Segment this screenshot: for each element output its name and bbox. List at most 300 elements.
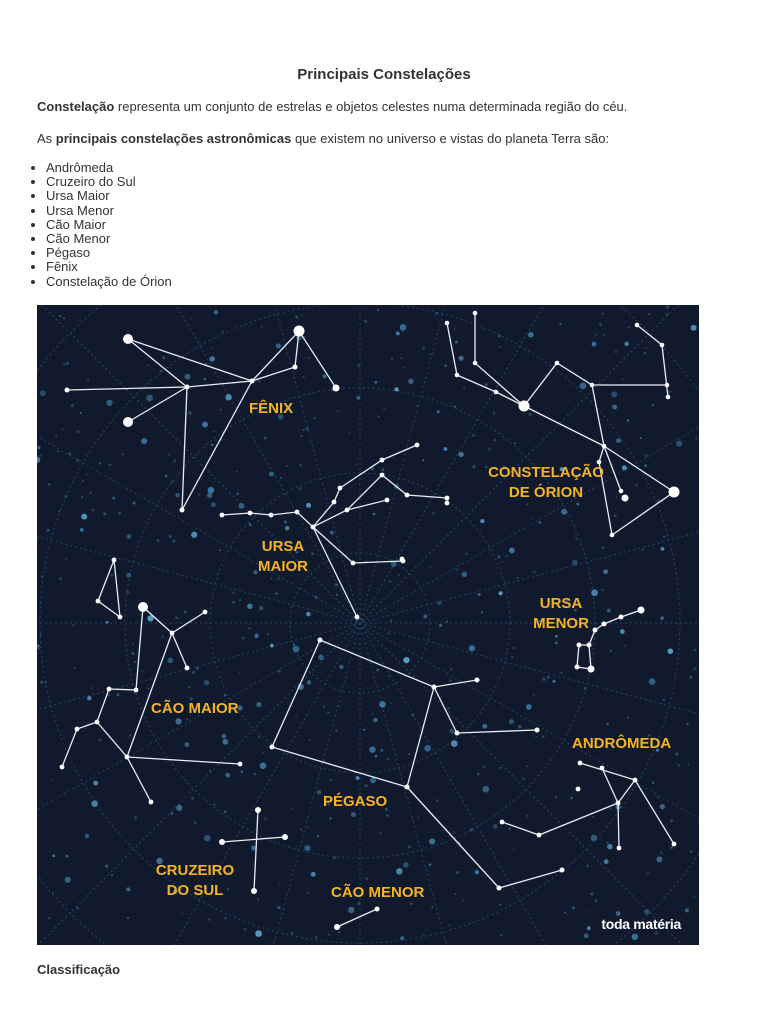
background-star [327,711,329,713]
background-star [387,758,390,761]
background-star [271,578,273,580]
background-star [103,512,106,515]
background-star [303,376,305,378]
background-star [99,462,101,464]
background-star [191,319,193,321]
background-star [662,698,665,701]
background-star [584,933,589,938]
background-star [99,739,102,742]
background-star [594,899,597,902]
background-star [444,364,447,367]
background-star [500,934,503,937]
background-star [91,800,98,807]
background-star [126,887,130,891]
cao-maior-star [107,687,112,692]
cruzeiro-star [251,888,257,894]
background-star [93,781,98,786]
background-star [73,624,75,626]
ursa-maior-star [311,525,316,530]
background-star [264,437,267,440]
background-star [591,835,597,841]
background-star [259,606,263,610]
ursa-maior-star [400,557,405,562]
background-star [263,751,265,753]
background-star [686,722,689,725]
background-star [374,381,377,384]
background-star [422,459,424,461]
background-star [373,513,376,516]
background-star [293,644,295,646]
list-intro-bold: principais constelações astronômicas [55,131,292,146]
background-star [538,521,541,524]
label-ursa-maior-line1: URSA [261,538,305,555]
background-star [642,549,644,551]
toda-materia-logo: toda matéria [601,916,681,932]
background-star [296,714,298,716]
background-star [552,680,555,683]
background-star [323,705,326,708]
ursa-maior-star [351,561,356,566]
background-star [202,422,208,428]
background-star [242,637,245,640]
background-star [148,688,150,690]
background-star [239,599,241,601]
background-star [110,574,113,577]
ursa-maior-star [405,493,410,498]
background-star [652,404,655,407]
background-star [377,309,379,311]
background-star [41,575,43,577]
background-star [81,514,87,520]
background-star [126,573,131,578]
background-star [454,328,456,330]
background-star [482,724,487,729]
fenix-star [65,388,70,393]
background-star [402,330,404,332]
background-star [611,391,617,397]
fenix-star [250,379,255,384]
background-star [526,765,528,767]
background-star [175,616,178,619]
list-item: • Cão Menor [46,232,172,246]
background-star [373,718,377,722]
background-star [222,734,227,739]
background-star [257,380,260,383]
background-star [493,824,498,829]
orion-star [445,321,450,326]
background-star [209,770,211,772]
label-andromeda: ANDRÔMEDA [572,735,672,752]
background-star [666,313,669,316]
background-star [251,846,256,851]
background-star [267,633,269,635]
background-star [338,706,340,708]
background-star [65,877,71,883]
background-star [660,852,663,855]
background-star [501,561,503,563]
background-star [239,671,241,673]
ursa-maior-star [415,443,420,448]
background-star [293,646,300,653]
background-star [81,496,83,498]
andromeda-star [578,761,583,766]
background-star [422,347,425,350]
background-star [649,678,656,685]
background-star [132,652,135,655]
background-star [335,729,337,731]
background-star [126,591,129,594]
background-star [62,428,64,430]
list-intro-before: As [37,131,56,146]
background-star [599,323,602,326]
background-star [498,555,501,558]
background-star [658,499,660,501]
background-star [185,374,191,380]
andromeda-star [600,766,605,771]
background-star [513,848,515,850]
background-star [204,680,209,685]
background-star [607,609,611,613]
ursa-menor-star [577,643,582,648]
background-star [432,512,435,515]
cao-maior-star [238,762,243,767]
background-star [127,534,131,538]
background-star [645,347,647,349]
label-orion-line2: DE ÓRION [508,484,584,501]
background-star [628,326,630,328]
background-star [204,835,210,841]
constellation-list [0,161,172,289]
background-star [240,770,243,773]
background-star [175,718,181,724]
label-ursa-menor [527,594,595,634]
background-star [526,704,532,710]
background-star [306,612,311,617]
background-star [584,687,587,690]
background-star [640,437,642,439]
background-star [308,357,310,359]
label-cruzeiro-do-sul [149,861,241,901]
background-star [48,917,50,919]
orion-star [660,343,665,348]
orion-star [622,495,629,502]
background-star [254,773,257,776]
background-star [575,537,577,539]
background-star [84,727,86,729]
background-star [91,687,93,689]
background-star [403,367,405,369]
background-star [451,740,458,747]
background-star [165,475,168,478]
background-star [514,442,516,444]
background-star [375,755,378,758]
intro-text: representa um conjunto de estrelas e objetos celestes numa determinada região do céu. [114,99,628,114]
background-star [37,446,40,449]
orion-star [665,383,670,388]
background-star [512,647,515,650]
background-star [210,356,215,361]
ursa-maior-star [248,511,253,516]
background-star [564,912,566,914]
orion-star [555,361,560,366]
andromeda-star [672,842,677,847]
andromeda-star [537,833,542,838]
cao-menor-star [334,924,340,930]
background-star [542,678,545,681]
background-star [688,764,690,766]
pegaso-star [432,685,437,690]
background-star [192,671,195,674]
background-star [363,729,365,731]
background-star [48,483,50,485]
label-pegaso: PÉGASO [323,793,388,810]
cao-maior-star [185,666,190,671]
orion-star [494,390,499,395]
background-star [214,804,216,806]
background-star [356,396,360,400]
background-star [390,702,392,704]
background-star [429,863,432,866]
background-star [372,713,374,715]
background-star [394,387,398,391]
background-star [462,572,467,577]
background-star [224,810,227,813]
background-star [493,412,495,414]
background-star [87,696,91,700]
background-star [603,569,608,574]
background-star [238,503,244,509]
background-star [632,934,638,940]
background-star [311,872,316,877]
background-star [616,438,621,443]
background-star [39,454,42,457]
background-star [141,438,147,444]
background-star [595,334,597,336]
list-item: • Pégaso [46,246,172,260]
background-star [58,510,60,512]
background-star [77,430,80,433]
background-star [652,781,655,784]
background-star [307,680,311,684]
background-star [364,320,367,323]
background-star [542,735,544,737]
background-star [244,928,246,930]
background-star [535,736,537,738]
list-item: • Cruzeiro do Sul [46,175,172,189]
background-star [603,334,605,336]
background-star [602,547,604,549]
background-star [247,604,253,610]
label-ursa-menor-line1: URSA [539,595,583,612]
background-star [255,930,262,937]
background-star [337,410,339,412]
background-star [408,379,413,384]
background-star [257,898,259,900]
background-star [318,654,324,660]
ursa-maior-star [345,508,350,513]
andromeda-star [576,787,581,792]
background-star [670,846,673,849]
background-star [121,453,123,455]
background-star [220,409,222,411]
orion-star [602,444,607,449]
orion-star [610,533,615,538]
background-star [453,831,455,833]
background-star [86,474,88,476]
fenix-star [185,385,190,390]
background-star [160,370,163,373]
label-cao-menor: CÃO MENOR [331,884,425,901]
background-star [429,838,435,844]
section-heading-classificacao: Classificação [37,962,121,977]
background-star [272,473,274,475]
list-item: • Ursa Maior [46,189,172,203]
background-star [127,917,129,919]
background-star [691,325,697,331]
background-star [328,934,330,936]
background-star [527,815,529,817]
background-star [461,899,463,901]
background-star [275,592,278,595]
background-star [522,778,525,781]
label-orion [471,463,621,503]
background-star [627,419,629,421]
background-star [657,796,659,798]
background-star [695,438,697,440]
background-star [369,746,375,752]
background-star [141,670,143,672]
orion-star [635,323,640,328]
fenix-star [294,326,305,337]
background-star [185,742,190,747]
pegaso-star [475,678,480,683]
background-star [663,536,665,538]
background-star [606,842,608,844]
background-star [329,817,332,820]
orion-star [473,361,478,366]
background-star [676,438,678,440]
background-star [614,514,617,517]
pegaso-star [270,745,275,750]
background-star [233,601,235,603]
label-cao-maior: CÃO MAIOR [151,700,239,717]
background-star [256,702,261,707]
background-star [645,455,648,458]
orion-star [669,487,680,498]
andromeda-star [616,801,621,806]
ursa-maior-star [269,513,274,518]
background-star [315,936,317,938]
background-star [620,629,625,634]
background-star [676,441,682,447]
background-star [547,676,550,679]
background-star [572,906,575,909]
background-star [509,828,511,830]
pegaso-star [497,886,502,891]
background-star [685,908,689,912]
background-star [132,643,134,645]
background-star [528,413,531,416]
background-star [68,452,71,455]
ursa-maior-star [332,500,337,505]
background-star [307,892,309,894]
background-star [333,856,336,859]
background-star [173,459,176,462]
pegaso-star [535,728,540,733]
background-star [299,487,302,490]
background-star [527,503,529,505]
background-star [191,532,197,538]
background-star [607,844,613,850]
background-star [450,668,452,670]
background-star [82,480,84,482]
background-star [157,539,159,541]
background-star [59,315,61,317]
cao-maior-star [170,631,175,636]
background-star [80,412,82,414]
label-cruzeiro-line2: DO SUL [166,882,224,899]
background-star [87,379,90,382]
background-star [677,764,680,767]
background-star [222,739,228,745]
background-star [64,495,67,498]
background-star [348,907,354,913]
background-star [301,314,303,316]
background-star [422,934,424,936]
background-star [213,431,215,433]
cao-maior-star [96,599,101,604]
background-star [561,672,563,674]
background-star [576,503,579,506]
background-star [116,693,119,696]
cruzeiro-star [219,839,225,845]
background-star [572,560,578,566]
background-star [286,465,288,467]
background-star [38,647,40,649]
background-star [181,912,183,914]
background-star [604,859,609,864]
fenix-star [123,334,133,344]
background-star [559,323,561,325]
background-star [109,463,112,466]
background-star [106,621,109,624]
background-star [477,773,480,776]
background-star [175,493,180,498]
fenix-star [123,417,133,427]
background-star [171,481,174,484]
background-star [689,676,692,679]
ursa-menor-star [602,622,607,627]
background-star [644,909,649,914]
background-star [366,878,368,880]
background-star [624,342,628,346]
background-star [447,707,449,709]
cao-maior-star [60,765,65,770]
background-star [622,378,624,380]
background-star [276,343,281,348]
background-star [666,305,669,308]
background-star [403,657,409,663]
ursa-maior-star [220,513,225,518]
background-star [670,819,673,822]
background-star [236,470,238,472]
background-star [694,896,696,898]
list-item: • Cão Maior [46,218,172,232]
background-star [76,459,79,462]
background-star [63,363,65,365]
background-star [285,526,289,530]
background-star [168,658,174,664]
